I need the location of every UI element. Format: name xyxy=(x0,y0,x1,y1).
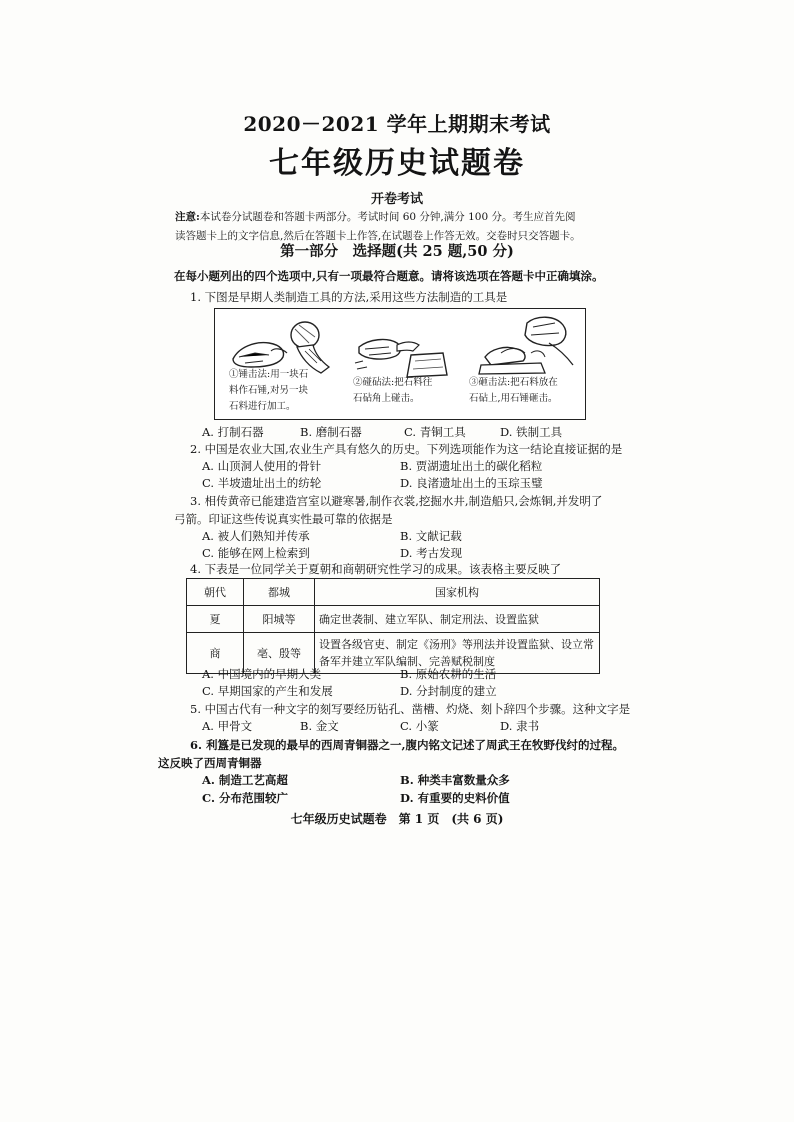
q4-option-a[interactable]: A. 中国境内的早期人类 xyxy=(202,667,322,681)
table-cell: 亳、殷等 xyxy=(244,633,315,674)
exam-main-title: 七年级历史试题卷 xyxy=(269,146,525,181)
q3-option-d[interactable]: D. 考古发现 xyxy=(400,546,463,560)
q4-option-d[interactable]: D. 分封制度的建立 xyxy=(400,684,497,698)
table-cell: 夏 xyxy=(187,606,244,633)
anvil-striking-illustration xyxy=(349,317,459,379)
section-title: 第一部分 选择题(共 25 题,50 分) xyxy=(280,243,514,260)
q3-option-c[interactable]: C. 能够在网上检索到 xyxy=(202,546,310,560)
q1-figure xyxy=(214,308,586,420)
table-row xyxy=(187,606,600,633)
q5-option-b[interactable]: B. 金文 xyxy=(300,719,339,733)
q5-option-c[interactable]: C. 小篆 xyxy=(400,719,439,733)
q5-option-d[interactable]: D. 隶书 xyxy=(500,719,540,733)
q4-option-b[interactable]: B. 原始农耕的生活 xyxy=(400,667,497,681)
q1-option-a[interactable]: A. 打制石器 xyxy=(202,425,264,439)
table-header-institutions: 国家机构 xyxy=(315,579,600,606)
q6-stem-line-1: 6. 利簋是已发现的最早的西周青铜器之一,腹内铭文记述了周武王在牧野伐纣的过程。 xyxy=(190,738,625,752)
smashing-illustration xyxy=(471,313,581,375)
q1-caption-3: ③砸击法:把石料放在 石砧上,用石锤砸击。 xyxy=(469,377,558,404)
table-cell: 阳城等 xyxy=(244,606,315,633)
q3-option-b[interactable]: B. 文献记载 xyxy=(400,529,462,543)
q3-stem-line-2: 弓箭。印证这些传说真实性最可靠的依据是 xyxy=(174,512,393,526)
exam-subtitle: 开卷考试 xyxy=(370,192,423,207)
notice-line-2: 读答题卡上的文字信息,然后在答题卡上作答,在试题卷上作答无效。交卷时只交答题卡。 xyxy=(175,230,581,242)
q3-option-a[interactable]: A. 被人们熟知并传承 xyxy=(202,529,310,543)
page-footer: 七年级历史试题卷 第 1 页 (共 6 页) xyxy=(290,812,504,826)
table-header-dynasty: 朝代 xyxy=(187,579,244,606)
table-header-row xyxy=(187,579,600,606)
q1-stem: 1. 下图是早期人类制造工具的方法,采用这些方法制造的工具是 xyxy=(190,290,508,304)
q1-option-d[interactable]: D. 铁制工具 xyxy=(500,425,563,439)
q1-option-c[interactable]: C. 青铜工具 xyxy=(404,425,466,439)
q6-option-d[interactable]: D. 有重要的史料价值 xyxy=(400,791,510,805)
q2-option-c[interactable]: C. 半坡遗址出土的纺轮 xyxy=(202,476,322,490)
q1-caption-1: ①锤击法:用一块石 料作石锤,对另一块 石料进行加工。 xyxy=(229,369,309,412)
q5-stem: 5. 中国古代有一种文字的刻写要经历钻孔、凿槽、灼烧、刻卜辞四个步骤。这种文字是 xyxy=(190,702,631,716)
exam-year-title: 2020－2021 学年上期期末考试 xyxy=(243,112,551,136)
table-header-capital: 都城 xyxy=(244,579,315,606)
q4-option-c[interactable]: C. 早期国家的产生和发展 xyxy=(202,684,333,698)
q2-option-d[interactable]: D. 良渚遗址出土的玉琮玉璧 xyxy=(400,476,543,490)
table-cell: 商 xyxy=(187,633,244,674)
q3-stem-line-1: 3. 相传黄帝已能建造宫室以避寒暑,制作衣裳,挖掘水井,制造船只,会炼铜,并发明了 xyxy=(190,494,603,508)
notice-label: 注意: xyxy=(175,211,200,223)
q6-stem-line-2: 这反映了西周青铜器 xyxy=(158,756,262,770)
q2-stem: 2. 中国是农业大国,农业生产具有悠久的历史。下列选项能作为这一结论直接证据的是 xyxy=(190,442,623,456)
table-cell: 确定世袭制、建立军队、制定刑法、设置监狱 xyxy=(315,606,600,633)
q2-option-a[interactable]: A. 山顶洞人使用的骨针 xyxy=(202,459,322,473)
q2-option-b[interactable]: B. 贾湖遗址出土的碳化稻粒 xyxy=(400,459,543,473)
q1-option-b[interactable]: B. 磨制石器 xyxy=(300,425,362,439)
section-instruction: 在每小题列出的四个选项中,只有一项最符合题意。请将该选项在答题卡中正确填涂。 xyxy=(174,269,604,283)
q1-caption-2: ②碰砧法:把石料往 石砧角上碰击。 xyxy=(353,377,433,404)
table-cell: 设置各级官吏、制定《汤刑》等刑法并设置监狱、设立常备军并建立军队编制、完善赋税制度 xyxy=(315,633,600,674)
q6-option-c[interactable]: C. 分布范围较广 xyxy=(202,791,288,805)
q6-option-a[interactable]: A. 制造工艺高超 xyxy=(202,773,288,787)
q4-table xyxy=(186,578,600,674)
notice-line-1: 本试卷分试题卷和答题卡两部分。考试时间 60 分钟,满分 100 分。考生应首先阅 xyxy=(199,211,576,223)
q4-stem: 4. 下表是一位同学关于夏朝和商朝研究性学习的成果。该表格主要反映了 xyxy=(190,562,562,576)
q6-option-b[interactable]: B. 种类丰富数量众多 xyxy=(400,773,510,787)
q5-option-a[interactable]: A. 甲骨文 xyxy=(202,719,253,733)
